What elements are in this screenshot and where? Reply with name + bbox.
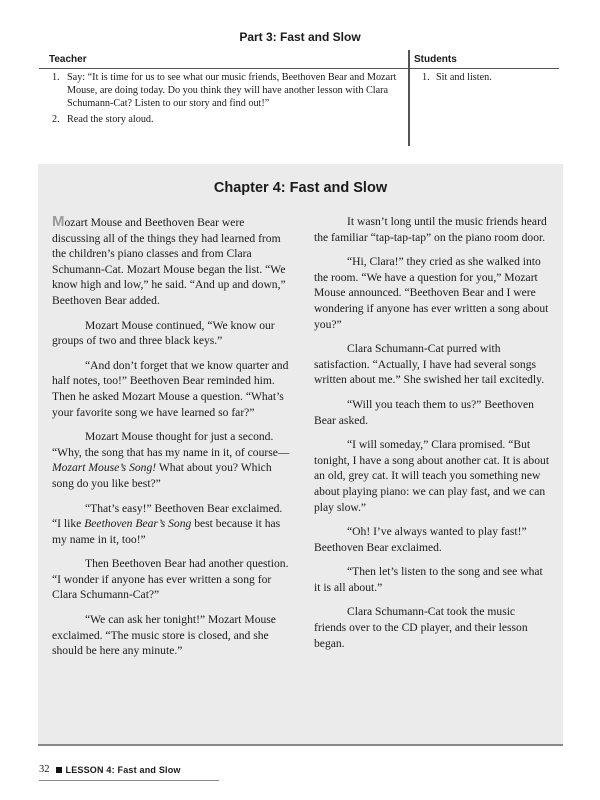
step-text: Sit and listen.: [436, 72, 492, 83]
paragraph-text: What about you? Which song do you like best?”: [52, 461, 272, 490]
students-header: Students: [410, 50, 559, 69]
student-steps: [410, 71, 559, 84]
step-number: 2.: [52, 113, 60, 125]
song-title: Mozart Mouse’s Song!: [52, 461, 157, 475]
step-text: Say: “It is time for us to see what our music friends, Beethoven Bear and Mozart Mouse, are doing today. Do you think they will have another lesson with Clara Schumann-Cat? Listen to our story and find out!”: [67, 72, 397, 110]
story-paragraph: Clara Schumann-Cat took the music friends over to the CD player, and their lesson began.: [314, 605, 528, 650]
story-paragraph: “And don’t forget that we know quarter and half notes, too!” Beethoven Bear reminded him. Then he asked Mozart Mouse a question. “What’s your favorite song we have learned so far?”: [52, 358, 289, 419]
story-paragraph: “Oh! I’ve always wanted to play fast!” Beethoven Bear exclaimed.: [314, 525, 527, 554]
story-paragraph: [52, 429, 294, 491]
step-text: Read the story aloud.: [67, 113, 154, 125]
story-bottom-rule: [38, 744, 563, 746]
story-paragraph: [52, 214, 294, 309]
story-column-left: [52, 214, 294, 668]
chapter-title: Chapter 4: Fast and Slow: [213, 180, 388, 196]
story-paragraph: “We can ask her tonight!” Mozart Mouse exclaimed. “The music store is closed, and she should be here any minute.”: [52, 613, 276, 658]
teacher-steps: [39, 71, 409, 126]
square-bullet-icon: [56, 767, 62, 773]
story-paragraph: “Will you teach them to us?” Beethoven Bear asked.: [314, 397, 534, 427]
story-paragraph: “Hi, Clara!” they cried as she walked into the room. “We have a question for you,” Mozart Mouse announced. “Beethoven Bear and I were wondering if anyone has ever written a song about you?”: [314, 255, 549, 331]
paragraph-text: “That’s easy!” Beethoven Bear exclaimed. “I like: [52, 501, 283, 531]
paragraph-text: best because it has my name in it, too!”: [52, 517, 281, 546]
students-column: [410, 50, 559, 84]
footer-lesson-title: LESSON 4: Fast and Slow: [65, 764, 181, 775]
song-title: Beethoven Bear’s Song: [84, 517, 192, 531]
teacher-step: [39, 113, 409, 126]
story-paragraph: “Then let’s listen to the song and see what it is all about.”: [314, 565, 543, 594]
story-panel: [38, 164, 563, 744]
paragraph-text: ozart Mouse and Beethoven Bear were discussing all of the things they had learned from the children’s piano classes and from Clara Schumann-Cat. Mozart Mouse began the list. “We know high and low,” he said. “And up and down,” Beethoven Bear added.: [52, 216, 286, 307]
part-title: Part 3: Fast and Slow: [239, 30, 361, 44]
paragraph-text: Mozart Mouse thought for just a second. “Why, the song that has my name in it, of course—: [52, 430, 290, 459]
story-paragraph: It wasn’t long until the music friends heard the familiar “tap-tap-tap” on the piano room door.: [314, 215, 547, 244]
teacher-column: [39, 50, 409, 126]
teacher-header: Teacher: [39, 50, 409, 69]
drop-cap: M: [52, 213, 65, 230]
page-number: 32: [39, 764, 50, 775]
story-column-right: [314, 214, 550, 660]
story-paragraph: [52, 501, 294, 548]
page-footer: [39, 764, 181, 775]
teacher-step: [39, 71, 409, 111]
story-paragraph: Then Beethoven Bear had another question. “I wonder if anyone has ever written a song for Clara Schumann-Cat?”: [52, 557, 289, 602]
story-paragraph: Clara Schumann-Cat purred with satisfaction. “Actually, I have had several songs written about me.” She swished her tail excitedly.: [314, 342, 545, 387]
step-number: 1.: [52, 72, 60, 83]
footer-rule: [39, 780, 219, 781]
lesson-plan-table: [39, 50, 559, 146]
story-paragraph: “I will someday,” Clara promised. “But tonight, I have a song about another cat. It is about an old, grey cat. It will teach you something new about playing piano: we can play fast, and we can play slow.”: [314, 438, 550, 514]
student-step: [410, 71, 559, 84]
story-paragraph: Mozart Mouse continued, “We know our groups of two and three black keys.”: [52, 318, 275, 348]
step-number: 1.: [422, 72, 430, 83]
